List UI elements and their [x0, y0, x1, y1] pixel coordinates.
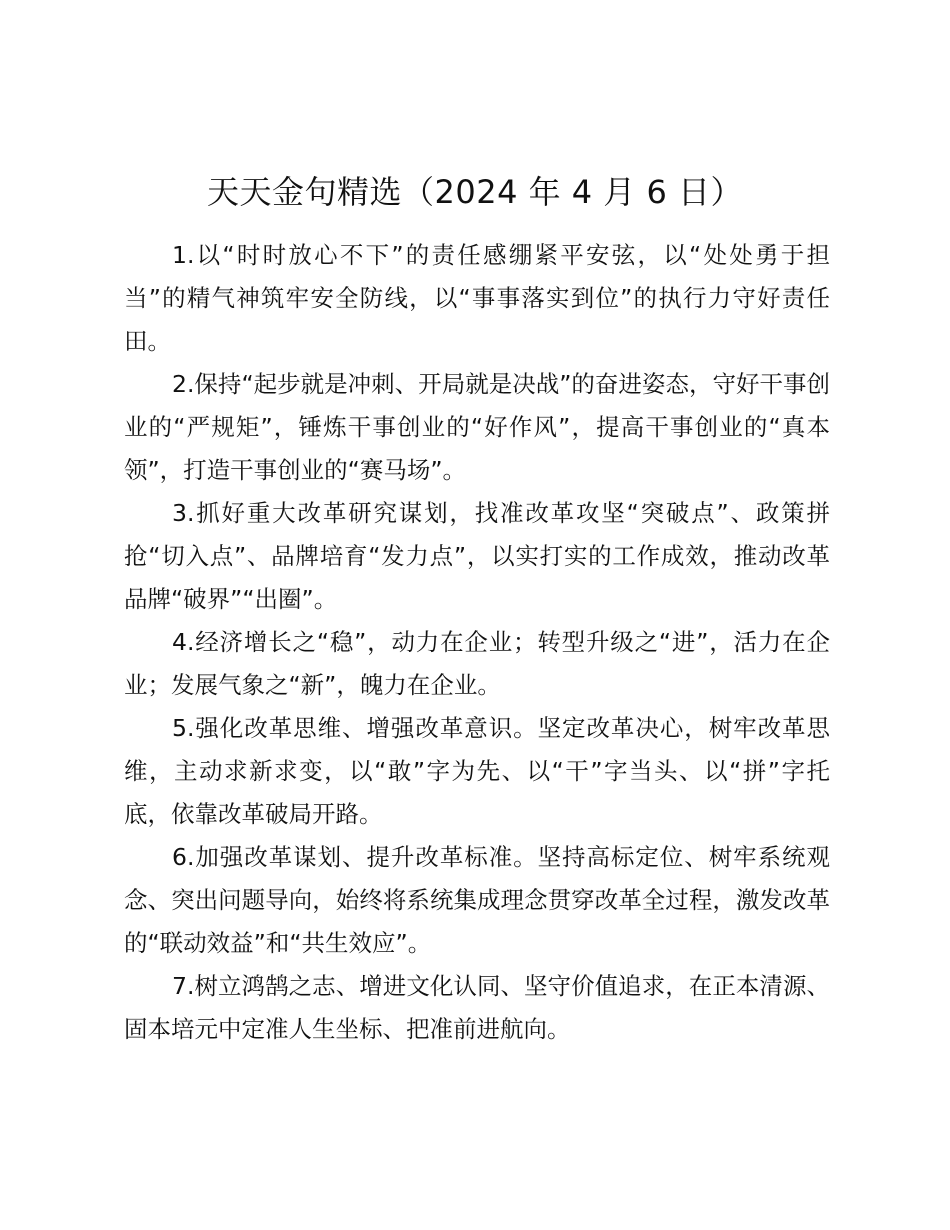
paragraph-5: 5.强化改革思维、增强改革意识。坚定改革决心，树牢改革思维，主动求新求变，以“敢”字为先、以“干”字当头、以“拼”字托底，依靠改革破局开路。: [124, 714, 830, 828]
document-title: 天天金句精选（2024 年 4 月 6 日）: [206, 173, 744, 211]
paragraph-2: 2.保持“起步就是冲刺、开局就是决战”的奋进姿态，守好干事创业的“严规矩”，锤炼干事创业的“好作风”，提高干事创业的“真本领”，打造干事创业的“赛马场”。: [124, 370, 830, 484]
paragraph-4: 4.经济增长之“稳”，动力在企业；转型升级之“进”，活力在企业；发展气象之“新”，魄力在企业。: [124, 628, 830, 699]
paragraph-6: 6.加强改革谋划、提升改革标准。坚持高标定位、树牢系统观念、突出问题导向，始终将系统集成理念贯穿改革全过程，激发改革的“联动效益”和“共生效应”。: [124, 843, 830, 957]
paragraph-3: 3.抓好重大改革研究谋划，找准改革攻坚“突破点”、政策拼抢“切入点”、品牌培育“发力点”，以实打实的工作成效，推动改革品牌“破界”“出圈”。: [124, 499, 830, 613]
document-body: [124, 234, 830, 1051]
paragraph-1: 1.以“时时放心不下”的责任感绷紧平安弦，以“处处勇于担当”的精气神筑牢安全防线，以“事事落实到位”的执行力守好责任田。: [124, 241, 830, 355]
paragraph-7: 7.树立鸿鹄之志、增进文化认同、坚守价值追求，在正本清源、固本培元中定准人生坐标、把准前进航向。: [124, 972, 830, 1043]
